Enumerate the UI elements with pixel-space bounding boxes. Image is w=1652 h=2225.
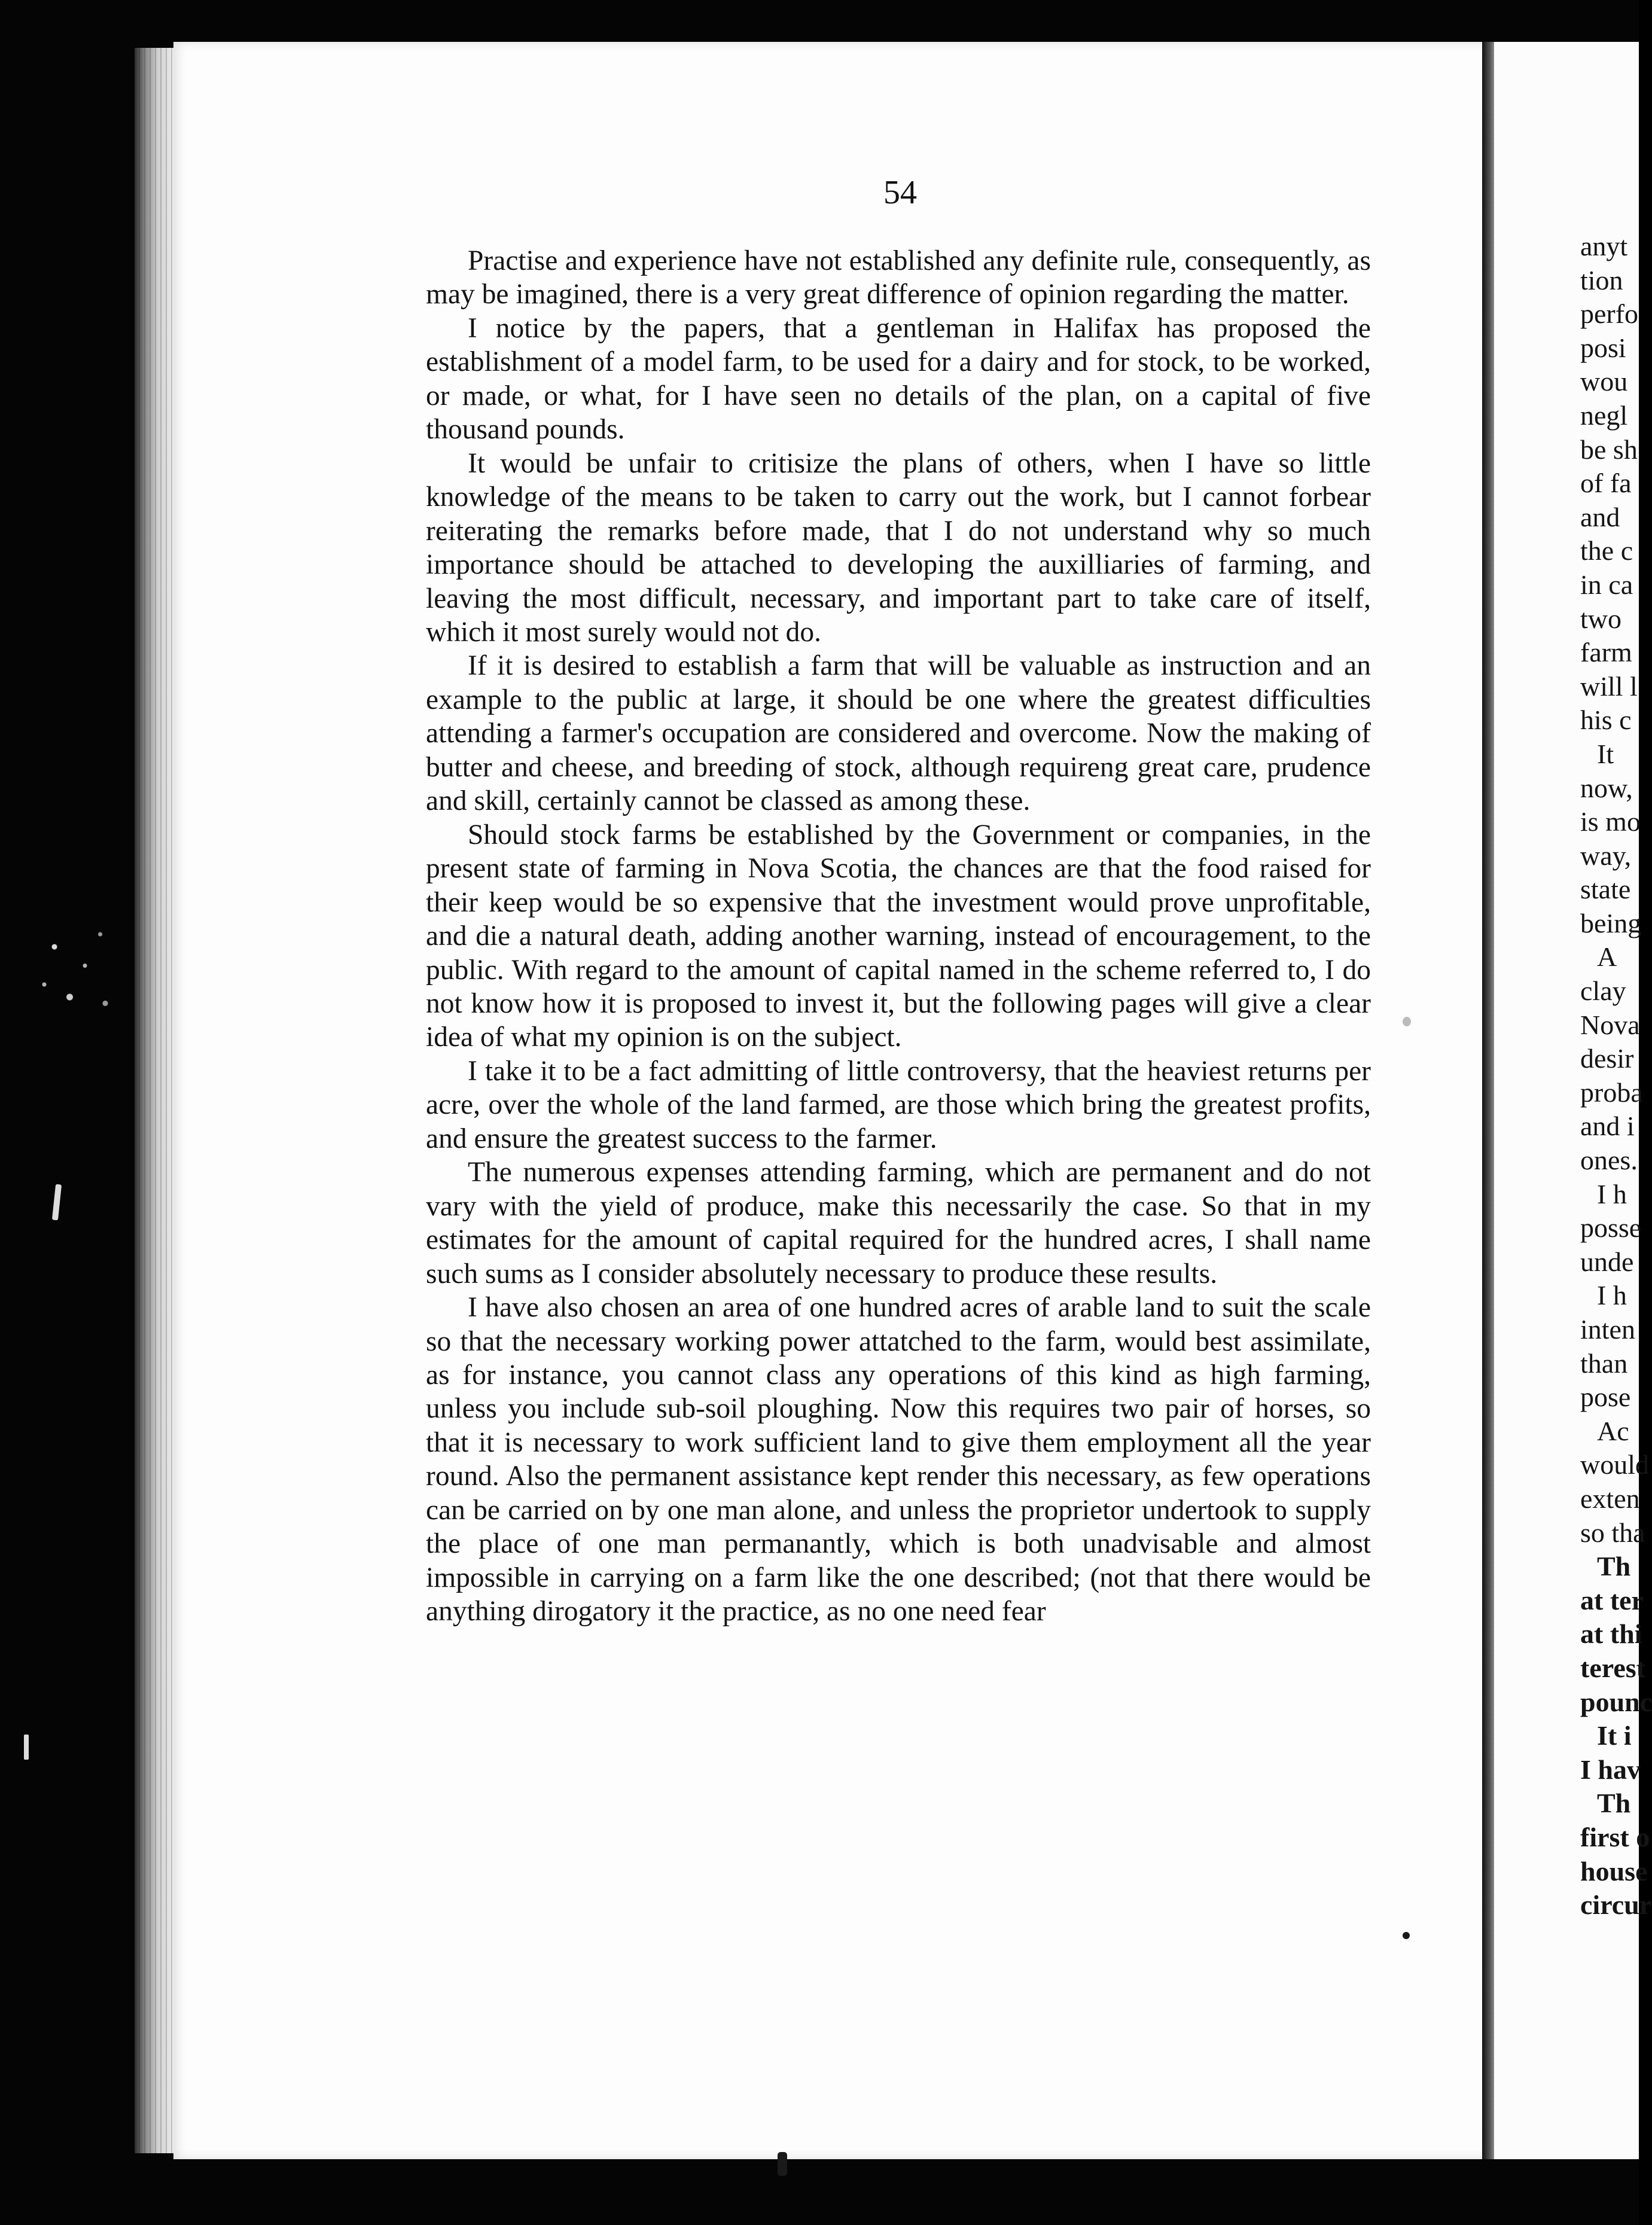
facing-line: desir xyxy=(1580,1043,1634,1074)
facing-line: state xyxy=(1580,874,1631,905)
facing-line: of fa xyxy=(1580,468,1632,499)
page-body xyxy=(426,244,1371,1629)
facing-line: at thi xyxy=(1580,1619,1642,1650)
page-fold-lines xyxy=(139,48,175,2153)
scan-dust xyxy=(24,909,126,1035)
facing-line: I hav xyxy=(1580,1754,1641,1785)
facing-line: and i xyxy=(1580,1111,1635,1142)
scan-speck xyxy=(1403,1932,1410,1939)
facing-line: It xyxy=(1597,738,1614,769)
facing-line: farm xyxy=(1580,637,1632,668)
facing-line: his c xyxy=(1580,705,1632,736)
page-number: 54 xyxy=(883,174,917,211)
paragraph: The numerous expenses attending farming, which are permanent and do not vary with the yield of produce, make this necessarily the case. So that in my estimates for the amount of capital required for the hundred acres, I shall name such sums as I consider absolutely necessary to produce these results. xyxy=(426,1157,1371,1290)
facing-line: perfo xyxy=(1580,298,1639,330)
facing-line: anyt xyxy=(1580,231,1628,261)
facing-line: circur xyxy=(1580,1889,1652,1921)
facing-line: ones. xyxy=(1580,1145,1638,1176)
paragraph: I have also chosen an area of one hundred acres of arable land to suit the scale so that the necessary working power attatched to the farm, would best assimilate, as for instance, you cannot class any operations of this kind as high farming, unless you include sub-soil ploughing. Now this requires two pair of horses, so that it is necessary to work sufficient land to give them employment all the year round. Also the permanent assistance kept render this necessary, as few operations can be carried on by one man alone, and unless the proprietor undertook to supply the place of one man permanantly, which is both unadvisable and almost impossible in carrying on a farm like the one described; (not that there would be anything dirogatory it the practice, as no one need fear xyxy=(426,1292,1371,1627)
facing-line: house xyxy=(1580,1855,1648,1886)
facing-line: exten xyxy=(1580,1483,1640,1514)
facing-line: I h xyxy=(1597,1178,1627,1209)
facing-line: Th xyxy=(1597,1551,1631,1582)
facing-line: pounc xyxy=(1580,1686,1652,1717)
facing-line: is mo xyxy=(1580,806,1641,837)
paragraph: I notice by the papers, that a gentleman in Halifax has proposed the establishment of a model farm, to be used for a dairy and for stock, to be worked, or made, or what, for I have seen no details of the plan, on a capital of five thousand pounds. xyxy=(426,312,1371,446)
facing-line: at ter xyxy=(1580,1584,1644,1616)
facing-line: so tha xyxy=(1580,1517,1645,1548)
facing-line: posse xyxy=(1580,1212,1642,1243)
facing-line: Th xyxy=(1597,1788,1631,1819)
facing-line: than xyxy=(1580,1348,1628,1379)
facing-line: proba xyxy=(1580,1077,1643,1108)
facing-line: I h xyxy=(1597,1280,1627,1311)
facing-line: be sh xyxy=(1580,434,1638,465)
facing-line: being xyxy=(1580,907,1642,938)
facing-line: tion xyxy=(1580,264,1623,295)
facing-line: unde xyxy=(1580,1246,1634,1277)
facing-line: and xyxy=(1580,501,1620,532)
scan-speck xyxy=(1403,1017,1411,1026)
facing-line: now, xyxy=(1580,772,1633,803)
facing-line: negl xyxy=(1580,400,1628,431)
paragraph: Should stock farms be established by the Government or companies, in the present state of farming in Nova Scotia, the chances are that the food raised for their keep would be so expensive that the investment would prove unprofitable, and die a natural death, adding another warning, instead of encouragement, to the public. With regard to the amount of capital named in the scheme referred to, I do not know how it is proposed to invest it, but the following pages will give a clear idea of what my opinion is on the subject. xyxy=(426,819,1371,1053)
facing-line: the c xyxy=(1580,535,1633,566)
paragraph: I take it to be a fact admitting of little controversy, that the heaviest returns per acre, over the whole of the land farmed, are those which bring the greatest profits, and ensure the greatest success to the farmer. xyxy=(426,1055,1371,1154)
scan-speck xyxy=(778,2152,787,2176)
facing-line: A xyxy=(1597,941,1617,973)
facing-line: first o xyxy=(1580,1821,1650,1852)
facing-line: way, xyxy=(1580,840,1632,871)
paragraph: It would be unfair to critisize the plans of others, when I have so little knowledge of the means to be taken to carry out the work, but I cannot forbear reiterating the remarks before made, that I do not understand why so much importance should be attached to developing the auxilliaries of farming, and leaving the most difficult, necessary, and important part to take care of itself, which it most surely would not do. xyxy=(426,447,1371,648)
facing-line: inten xyxy=(1580,1314,1635,1345)
paragraph: If it is desired to establish a farm that will be valuable as instruction and an example to the public at large, it should be one where the greatest difficulties attending a farmer's occupation are considered and overcome. Now the making of butter and cheese, and breeding of stock, although requireng great care, prudence and skill, certainly cannot be classed as among these. xyxy=(426,650,1371,817)
scan-mark xyxy=(24,1735,29,1760)
facing-line: Nova xyxy=(1580,1009,1640,1040)
facing-line: two xyxy=(1580,603,1621,634)
facing-line: posi xyxy=(1580,332,1626,363)
facing-line: wou xyxy=(1580,366,1628,397)
facing-line: will l xyxy=(1580,670,1638,702)
facing-line: terest xyxy=(1580,1652,1645,1683)
paragraph: Practise and experience have not established any definite rule, consequently, as may be imagined, there is a very great difference of opinion regarding the matter. xyxy=(426,245,1371,310)
facing-line: Ac xyxy=(1597,1415,1629,1446)
facing-line: would xyxy=(1580,1449,1649,1480)
facing-line: in ca xyxy=(1580,569,1633,600)
facing-line: clay xyxy=(1580,976,1626,1007)
facing-page-text xyxy=(1580,230,1652,1922)
facing-line: pose xyxy=(1580,1382,1631,1413)
facing-line: It i xyxy=(1597,1720,1632,1751)
